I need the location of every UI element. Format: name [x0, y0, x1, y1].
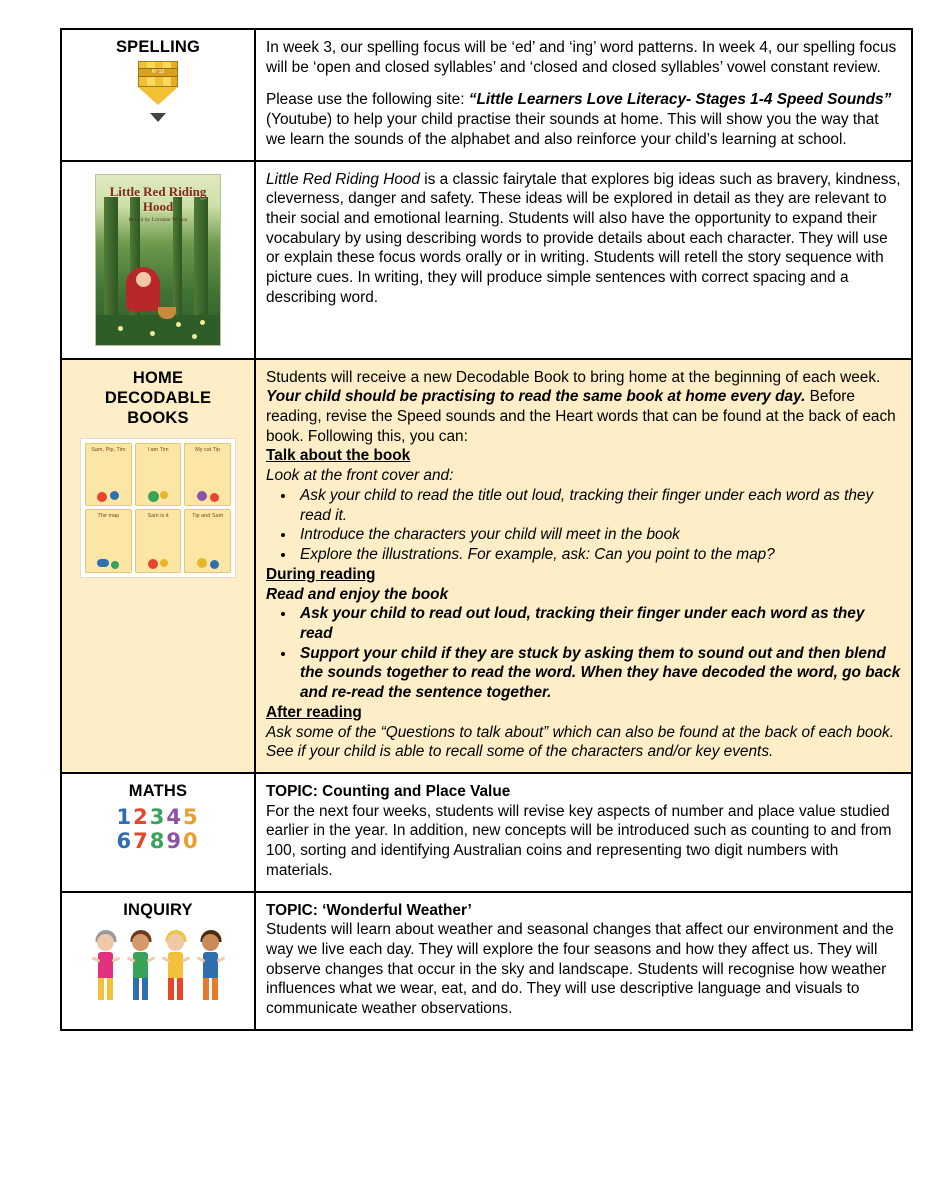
mini-book — [85, 509, 132, 573]
inquiry-heading: INQUIRY — [123, 900, 193, 919]
table-row-maths — [61, 773, 912, 892]
list-item: • Ask your child to read out loud, tracking their finger under each word as they read — [296, 604, 901, 643]
number-glyph: 1 — [116, 804, 134, 829]
number-glyph: 8 — [149, 829, 167, 854]
maths-body: For the next four weeks, students will revise key aspects of number and place value studied earlier in the year. In addition, new concepts will be introduced such as counting to and from 100, sorting and identifying Australian coins and representing two digit numbers with materials. — [266, 802, 892, 879]
maths-topic-label: TOPIC: Counting and Place Value — [266, 782, 511, 800]
number-glyph: 4 — [166, 804, 183, 829]
child-figure — [91, 934, 121, 1014]
mini-book-title: My cat Tip — [195, 446, 221, 453]
spelling-paragraph-1: In week 3, our spelling focus will be ‘ed’ and ‘ing’ word patterns. In week 4, our spelling focus will be ‘open and closed syllables’ and ‘closed and closed syllables’ vowel constant review. — [266, 39, 897, 76]
spelling-paragraph-2 — [266, 90, 901, 149]
decodable-block-subheading-talk: Look at the front cover and: — [266, 467, 454, 485]
decodable-intro-tail: Before reading, revise the Speed sounds and the Heart words that can be found at the back of each book. Following this, you can: — [266, 388, 896, 445]
child-figure — [196, 934, 226, 1014]
inquiry-label-cell — [61, 892, 255, 1030]
mini-book — [184, 509, 231, 573]
number-glyph: 9 — [166, 829, 183, 854]
mini-book — [184, 443, 231, 507]
reading-text-body: is a classic fairytale that explores big ideas such as bravery, kindness, cleverness, danger and safety. These ideas will be explored in detail as they are relevant to their social and emotional learning. Students will also have the opportunity to expand their vocabulary by using describing words to provide details about each character. They will use or explain these focus words orally or in writing. Students will retell the story sequence with picture cues. In writing, they will produce simple sentences with correct spacing and a describing word. — [266, 170, 901, 306]
decodable-heading-line-1: HOME — [132, 368, 184, 387]
book-cover-title: Little Red Riding Hood — [109, 183, 207, 214]
decodable-heading-line-3: BOOKS — [127, 408, 189, 427]
inquiry-topic-label: TOPIC: ‘Wonderful Weather’ — [266, 901, 472, 919]
mini-book-title: Sam is it — [147, 513, 169, 520]
numbers-row-1 — [72, 805, 244, 829]
pencil-band-text: Nº 12 — [139, 68, 177, 77]
spelling-p2-tail: (Youtube) to help your child practise their sounds at home. This will show you the way that we learn the sounds of the alphabet and also reinforce your child’s learning at school. — [266, 111, 879, 148]
spelling-label-cell — [61, 29, 255, 161]
mini-book-title: I am Tim — [147, 446, 169, 453]
decodable-bullets-during — [266, 604, 901, 703]
table-row-inquiry — [61, 892, 912, 1030]
reading-text-book-title: Little Red Riding Hood — [266, 170, 420, 188]
mini-book — [135, 509, 182, 573]
book-cover-author: Retold by Lorraine Wilson — [128, 217, 188, 224]
number-glyph: 7 — [133, 829, 150, 854]
child-figure — [126, 934, 156, 1014]
maths-heading: MATHS — [128, 781, 188, 800]
mini-book-title: The map — [97, 513, 120, 520]
maths-label-cell — [61, 773, 255, 892]
decodable-heading-line-2: DECODABLE — [104, 388, 212, 407]
reading-text-image-cell — [61, 161, 255, 359]
number-glyph: 5 — [182, 804, 200, 829]
number-glyph: 0 — [182, 829, 200, 854]
number-glyph: 2 — [133, 804, 150, 829]
list-item: • Introduce the characters your child will meet in the book — [296, 525, 901, 545]
mini-book — [85, 443, 132, 507]
decodable-block-heading-during: During reading — [266, 565, 376, 583]
decodable-block-subheading-during: Read and enjoy the book — [266, 585, 449, 603]
spelling-resource-title: “Little Learners Love Literacy- Stages 1-4 Speed Sounds” — [468, 91, 892, 109]
decodable-books-photo-icon — [80, 438, 236, 578]
decodable-block-paragraph-after: Ask some of the “Questions to talk about” which can also be found at the back of each book. See if your child is able to recall some of the characters and/or key events. — [266, 723, 894, 761]
little-red-riding-hood-book-cover-icon — [95, 174, 221, 346]
mini-book-title: Tip and Sam — [192, 513, 224, 520]
four-children-illustration-icon — [72, 928, 244, 1014]
list-item: • Support your child if they are stuck by asking them to sound out and then blend the sounds together to read the word. When they have decoded the word, go back and re-read the sentence together. — [296, 644, 901, 703]
mini-book — [135, 443, 182, 507]
table-row-spelling — [61, 29, 912, 161]
list-item: • Ask your child to read the title out loud, tracking their finger under each word as they read it. — [296, 486, 901, 525]
maths-body-cell — [255, 773, 912, 892]
decodable-block-heading-after: After reading — [266, 703, 362, 721]
spelling-p2-lead: Please use the following site: — [266, 91, 469, 109]
list-item: • Explore the illustrations. For example, ask: Can you point to the map? — [296, 545, 901, 565]
child-figure — [161, 934, 191, 1014]
spelling-body-cell — [255, 29, 912, 161]
pencil-icon — [138, 61, 178, 105]
decodable-intro — [266, 368, 901, 447]
decodable-block-heading-talk: Talk about the book — [266, 447, 411, 465]
reading-text-body-cell — [255, 161, 912, 359]
inquiry-body-cell — [255, 892, 912, 1030]
decodable-books-body-cell — [255, 359, 912, 773]
colourful-numbers-icon — [72, 805, 244, 853]
decodable-intro-emphasis: Your child should be practising to read the same book at home every day. — [266, 388, 806, 406]
number-glyph: 3 — [149, 804, 167, 829]
spelling-heading: SPELLING — [115, 38, 201, 56]
table-row-reading-text — [61, 161, 912, 359]
decodable-bullets-talk — [266, 486, 901, 565]
reading-text-paragraph — [266, 170, 901, 308]
mini-book-title: Sam, Pip, Tim — [91, 446, 126, 453]
number-glyph: 6 — [116, 829, 134, 854]
inquiry-body: Students will learn about weather and seasonal changes that affect our environment and the way we live each day. They will explore the four seasons and how they affect us. They will observe changes that occur in the sky and landscape. Students will recognise how weather influences what we wear, eat, and do. They will use descriptive language and visuals to communicate weather observations. — [266, 921, 894, 1018]
decodable-books-label-cell — [61, 359, 255, 773]
decodable-books-heading — [72, 368, 244, 428]
numbers-row-2 — [72, 829, 244, 853]
table-row-decodable-books — [61, 359, 912, 773]
decodable-intro-lead: Students will receive a new Decodable Book to bring home at the beginning of each week. — [266, 368, 881, 386]
newsletter-table — [60, 28, 913, 1031]
